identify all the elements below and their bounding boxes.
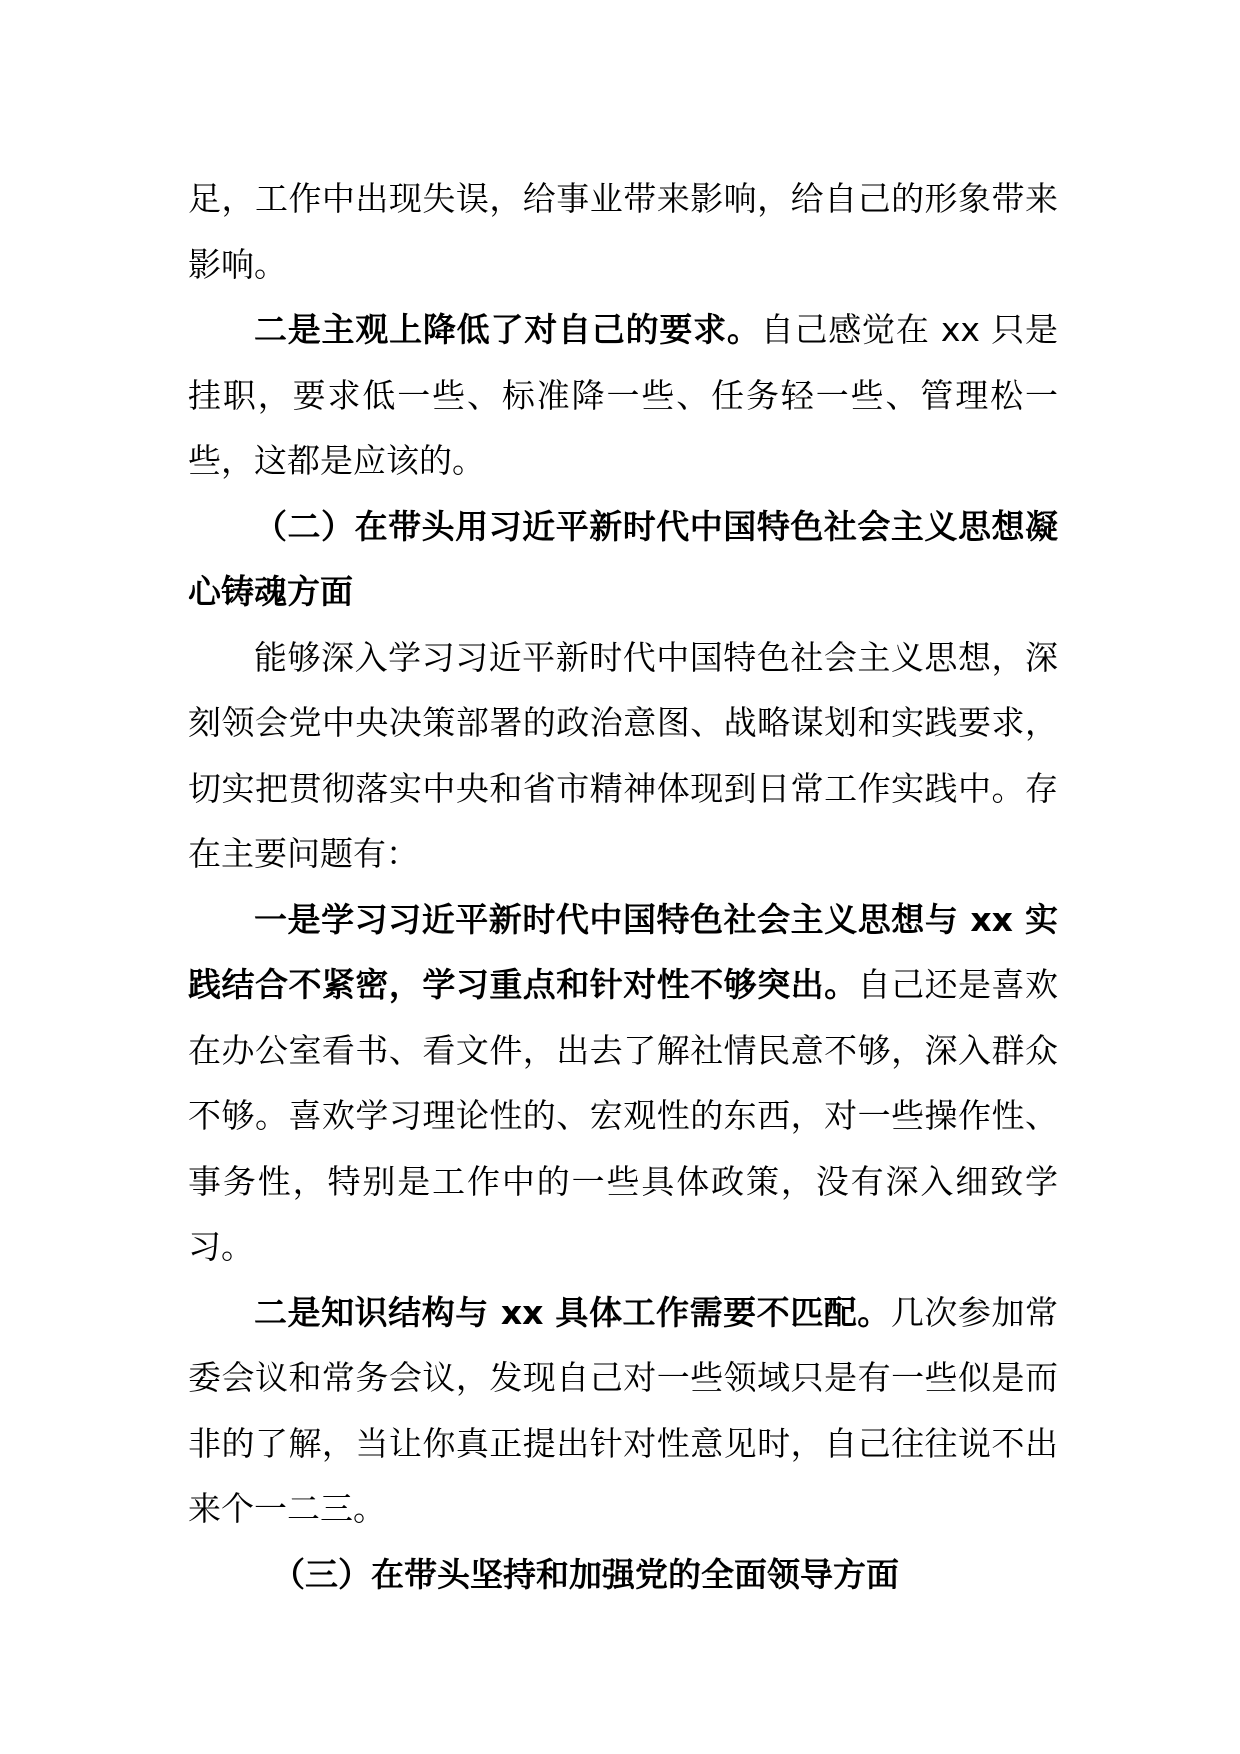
paragraph-text: 足，工作中出现失误，给事业带来影响，给自己的形象带来影响。 [188, 179, 1058, 284]
section-heading-two [188, 494, 1058, 625]
paragraph-issue-two [188, 1280, 1058, 1542]
paragraph-lead: 二是知识结构与 xx 具体工作需要不匹配。 [254, 1292, 891, 1332]
paragraph-lead: 二是主观上降低了对自己的要求。 [254, 310, 761, 349]
paragraph-intro [188, 625, 1058, 887]
paragraph-point-two [188, 297, 1058, 494]
paragraph-continuation [188, 166, 1058, 297]
document-body [188, 166, 1058, 1607]
section-heading-text: （二）在带头用习近平新时代中国特色社会主义思想凝心铸魂方面 [188, 506, 1058, 611]
paragraph-text: 能够深入学习习近平新时代中国特色社会主义思想，深刻领会党中央决策部署的政治意图、战略谋划和实践要求，切实把贯彻落实中央和省市精神体现到日常工作实践中。存在主要问题有： [188, 637, 1058, 873]
paragraph-text: 自己还是喜欢在办公室看书、看文件，出去了解社情民意不够，深入群众不够。喜欢学习理论性的、宏观性的东西，对一些操作性、事务性，特别是工作中的一些具体政策，没有深入细致学习。 [188, 965, 1059, 1266]
paragraph-lead: 一是学习习近平新时代中国特色社会主义思想与 xx 实践结合不紧密，学习重点和针对性不够突出。 [188, 899, 1058, 1004]
paragraph-issue-one [188, 887, 1058, 1280]
paragraph-text: 几次参加常委会议和常务会议，发现自己对一些领域只是有一些似是而非的了解，当让你真正提出针对性意见时，自己往往说不出来个一二三。 [188, 1292, 1058, 1528]
paragraph-text: 自己感觉在 xx 只是挂职，要求低一些、标准降一些、任务轻一些、管理松一些，这都是应该的。 [188, 310, 1059, 480]
section-heading-three [188, 1542, 1058, 1608]
section-heading-text: （三）在带头坚持和加强党的全面领导方面 [272, 1554, 899, 1594]
